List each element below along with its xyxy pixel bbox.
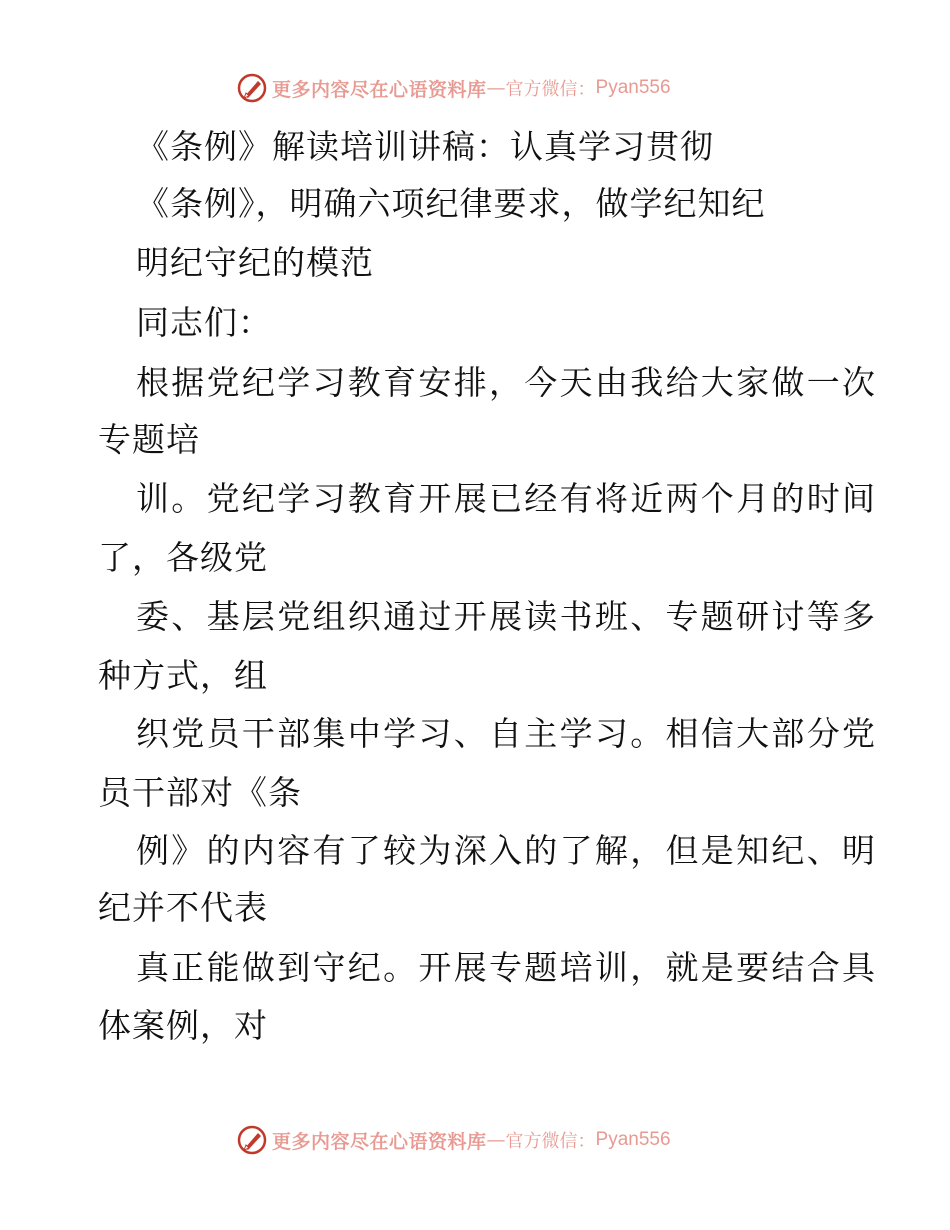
body-line: 委、基层党组织通过开展读书班、专题研讨等多 <box>136 597 878 636</box>
pen-logo-icon <box>236 1124 268 1156</box>
title-line-3: 明纪守纪的模范 <box>136 243 374 282</box>
pen-logo-icon <box>236 72 268 104</box>
body-line: 了，各级党 <box>98 538 268 577</box>
body-line: 种方式，组 <box>98 656 268 695</box>
watermark-dash: — <box>486 1129 506 1151</box>
body-line: 织党员干部集中学习、自主学习。相信大部分党 <box>136 714 878 753</box>
body-line: 真正能做到守纪。开展专题培训，就是要结合具 <box>136 948 878 987</box>
watermark-dash: — <box>486 77 506 99</box>
header-watermark <box>236 72 671 104</box>
body-line: 纪并不代表 <box>98 888 268 927</box>
watermark-label: 官方微信： <box>505 1131 596 1152</box>
body-line: 根据党纪学习教育安排，今天由我给大家做一次 <box>136 363 878 402</box>
body-line: 同志们： <box>136 303 272 342</box>
body-line: 专题培 <box>98 420 200 459</box>
body-line: 体案例，对 <box>98 1006 268 1045</box>
watermark-wechat-id: Pyan556 <box>595 1129 671 1150</box>
title-line-2: 《条例》，明确六项纪律要求，做学纪知纪 <box>136 184 766 223</box>
body-line: 训。党纪学习教育开展已经有将近两个月的时间 <box>136 479 878 518</box>
body-line: 员干部对《条 <box>98 773 302 812</box>
watermark-main-text: 更多内容尽在心语资料库 <box>272 78 487 101</box>
watermark-main-text: 更多内容尽在心语资料库 <box>272 1130 487 1153</box>
title-line-1: 《条例》解读培训讲稿：认真学习贯彻 <box>136 127 714 166</box>
watermark-wechat-id: Pyan556 <box>595 77 671 98</box>
body-line: 例》的内容有了较为深入的了解，但是知纪、明 <box>136 831 878 870</box>
watermark-label: 官方微信： <box>505 79 596 100</box>
footer-watermark <box>236 1124 671 1156</box>
